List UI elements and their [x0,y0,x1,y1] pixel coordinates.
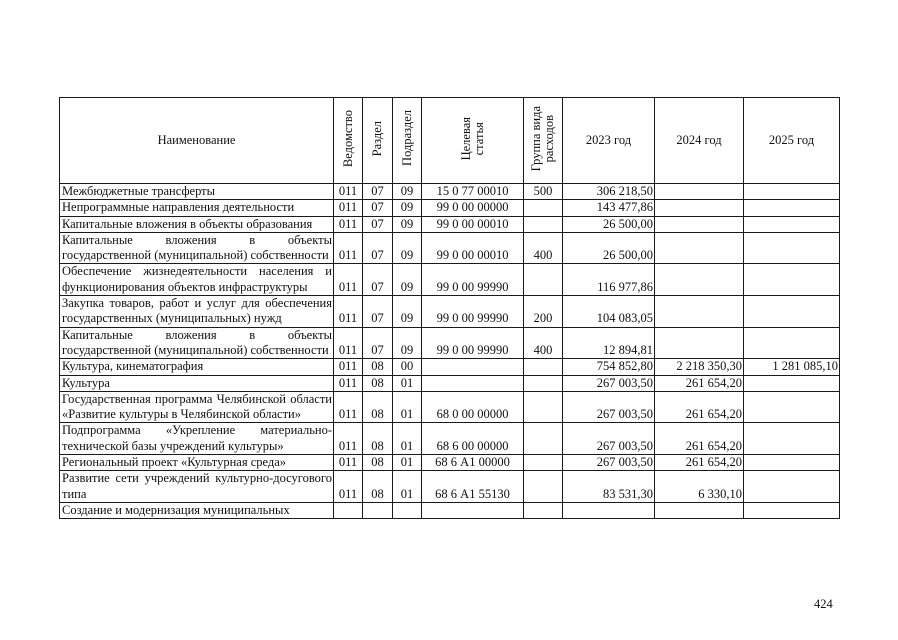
row-section: 07 [363,200,393,216]
table-body [60,184,840,519]
row-target: 15 0 77 00010 [422,184,524,200]
row-subsection: 01 [393,375,422,391]
row-target: 99 0 00 99990 [422,327,524,359]
row-name: Культура, кинематография [60,359,334,375]
row-target: 68 0 00 00000 [422,391,524,423]
table-row [60,296,840,328]
row-section: 08 [363,391,393,423]
row-2023: 143 477,86 [563,200,655,216]
row-section: 07 [363,264,393,296]
row-2024 [655,232,744,264]
row-group: 500 [524,184,563,200]
row-group [524,391,563,423]
row-2023: 267 003,50 [563,423,655,455]
row-name: Подпрограмма «Укрепление материально-технической базы учреждений культуры» [60,423,334,455]
header-2023: 2023 год [563,98,655,184]
row-2024 [655,264,744,296]
row-2024 [655,502,744,518]
row-group [524,455,563,471]
row-section: 07 [363,216,393,232]
row-subsection: 09 [393,200,422,216]
row-section [363,502,393,518]
row-target: 99 0 00 00010 [422,232,524,264]
row-dept: 011 [334,423,363,455]
row-2024 [655,296,744,328]
row-section: 08 [363,375,393,391]
row-name: Закупка товаров, работ и услуг для обеспечения государственных (муниципальных) нужд [60,296,334,328]
page-number: 424 [814,597,833,611]
row-subsection: 01 [393,423,422,455]
row-subsection: 09 [393,216,422,232]
row-2023: 104 083,05 [563,296,655,328]
row-name: Развитие сети учреждений культурно-досугового типа [60,471,334,503]
table-row [60,216,840,232]
row-target: 68 6 00 00000 [422,423,524,455]
row-dept: 011 [334,455,363,471]
row-group [524,359,563,375]
row-dept: 011 [334,327,363,359]
row-dept: 011 [334,232,363,264]
table-row [60,391,840,423]
row-group [524,264,563,296]
row-2025 [744,232,840,264]
table-row [60,200,840,216]
row-subsection: 01 [393,391,422,423]
table-row [60,471,840,503]
row-2024: 6 330,10 [655,471,744,503]
row-2025 [744,455,840,471]
row-target: 99 0 00 99990 [422,264,524,296]
budget-table [59,97,840,519]
row-target [422,502,524,518]
row-dept: 011 [334,216,363,232]
row-subsection: 09 [393,184,422,200]
row-name: Региональный проект «Культурная среда» [60,455,334,471]
row-target: 99 0 00 99990 [422,296,524,328]
row-2025 [744,502,840,518]
row-name: Создание и модернизация муниципальных [60,502,334,518]
table-row [60,232,840,264]
row-subsection: 09 [393,232,422,264]
row-2025 [744,264,840,296]
row-2025 [744,200,840,216]
row-dept: 011 [334,375,363,391]
row-group [524,375,563,391]
row-subsection: 01 [393,471,422,503]
row-2024: 261 654,20 [655,423,744,455]
row-group [524,200,563,216]
row-section: 08 [363,423,393,455]
row-2024 [655,200,744,216]
row-subsection: 09 [393,296,422,328]
row-2023: 267 003,50 [563,391,655,423]
row-target: 99 0 00 00010 [422,216,524,232]
row-section: 08 [363,471,393,503]
header-name: Наименование [60,98,334,184]
table-row [60,184,840,200]
row-section: 07 [363,327,393,359]
header-subsection: Подраздел [393,98,422,184]
row-2025 [744,327,840,359]
row-section: 07 [363,232,393,264]
row-2024 [655,327,744,359]
row-2024: 261 654,20 [655,455,744,471]
row-target: 68 6 А1 00000 [422,455,524,471]
row-2023: 83 531,30 [563,471,655,503]
row-dept: 011 [334,200,363,216]
row-name: Капитальные вложения в объекты образования [60,216,334,232]
row-group [524,216,563,232]
row-2024: 2 218 350,30 [655,359,744,375]
row-2023: 116 977,86 [563,264,655,296]
row-2025 [744,184,840,200]
row-2025 [744,423,840,455]
row-subsection: 09 [393,264,422,296]
row-2023: 306 218,50 [563,184,655,200]
row-name: Капитальные вложения в объекты государственной (муниципальной) собственности [60,232,334,264]
header-dept: Ведомство [334,98,363,184]
row-dept: 011 [334,471,363,503]
row-2024 [655,216,744,232]
row-dept: 011 [334,391,363,423]
header-row [60,98,840,184]
row-group: 400 [524,327,563,359]
row-section: 08 [363,455,393,471]
row-name: Капитальные вложения в объекты государственной (муниципальной) собственности [60,327,334,359]
row-name: Обеспечение жизнедеятельности населения и функционирования объектов инфраструктуры [60,264,334,296]
row-dept: 011 [334,359,363,375]
row-group [524,471,563,503]
row-2023: 26 500,00 [563,232,655,264]
row-section: 08 [363,359,393,375]
row-subsection [393,502,422,518]
row-2024: 261 654,20 [655,391,744,423]
row-2025 [744,391,840,423]
row-target: 99 0 00 00000 [422,200,524,216]
row-2023: 754 852,80 [563,359,655,375]
table-row [60,502,840,518]
table-row [60,423,840,455]
row-name: Культура [60,375,334,391]
row-dept: 011 [334,184,363,200]
row-2023 [563,502,655,518]
table-row [60,455,840,471]
row-2025 [744,296,840,328]
row-2023: 26 500,00 [563,216,655,232]
row-name: Межбюджетные трансферты [60,184,334,200]
header-target: Целевая статья [422,98,524,184]
header-group: Группа вида расходов [524,98,563,184]
row-target [422,375,524,391]
row-section: 07 [363,184,393,200]
row-group: 200 [524,296,563,328]
row-subsection: 00 [393,359,422,375]
row-target: 68 6 А1 55130 [422,471,524,503]
row-dept: 011 [334,296,363,328]
row-2025: 1 281 085,10 [744,359,840,375]
row-dept [334,502,363,518]
row-2023: 267 003,50 [563,375,655,391]
row-subsection: 01 [393,455,422,471]
row-subsection: 09 [393,327,422,359]
row-2023: 267 003,50 [563,455,655,471]
table-row [60,264,840,296]
row-name: Государственная программа Челябинской области «Развитие культуры в Челябинской области» [60,391,334,423]
row-2025 [744,375,840,391]
header-section: Раздел [363,98,393,184]
row-name: Непрограммные направления деятельности [60,200,334,216]
row-group [524,423,563,455]
table-row [60,327,840,359]
table-row [60,375,840,391]
header-2025: 2025 год [744,98,840,184]
row-2023: 12 894,81 [563,327,655,359]
row-section: 07 [363,296,393,328]
row-target [422,359,524,375]
row-group [524,502,563,518]
row-2024 [655,184,744,200]
row-2025 [744,216,840,232]
row-2025 [744,471,840,503]
table-row [60,359,840,375]
row-2024: 261 654,20 [655,375,744,391]
header-2024: 2024 год [655,98,744,184]
row-dept: 011 [334,264,363,296]
row-group: 400 [524,232,563,264]
